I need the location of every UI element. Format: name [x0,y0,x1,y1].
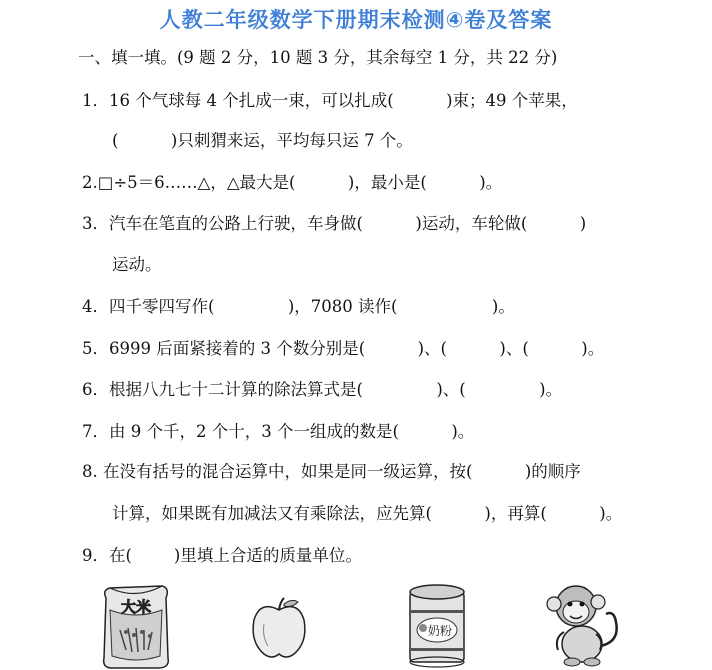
monkey-icon [540,576,622,668]
rice-bag-icon [96,580,176,670]
question-9-images [0,574,712,669]
milk-powder-can-icon [404,582,470,668]
question-7: 7．由 9 个千，2 个十，3 个一组成的数是( )。 [82,422,475,441]
rice-bag-label: 大米 [120,598,152,616]
question-3-line-2: 运动。 [112,255,162,274]
question-4: 4．四千零四写作( )，7080 读作( )。 [82,297,515,316]
section-heading: 一、填一填。(9 题 2 分，10 题 3 分，其余每空 1 分，共 22 分) [78,48,558,67]
question-8-line-1: 8. 在没有括号的混合运算中，如果是同一级运算，按( )的顺序 [82,462,581,481]
question-6: 6．根据八九七十二计算的除法算式是( )、( )。 [82,380,563,399]
question-5: 5．6999 后面紧接着的 3 个数分别是( )、( )、( )。 [82,339,605,358]
milk-can-label: 奶粉 [427,624,453,638]
question-3-line-1: 3．汽车在笔直的公路上行驶，车身做( )运动，车轮做( ) [82,214,587,233]
question-8-line-2: 计算，如果既有加减法又有乘除法，应先算( )，再算( )。 [112,504,623,523]
question-2: 2.□÷5＝6……△，△最大是( )，最小是( )。 [82,173,503,192]
apple-icon [250,596,308,660]
page-title: 人教二年级数学下册期末检测④卷及答案 [159,8,553,32]
question-1-line-1: 1．16 个气球每 4 个扎成一束，可以扎成( )束；49 个苹果， [82,91,578,110]
question-1-line-2: ( )只刺猬来运，平均每只运 7 个。 [112,131,413,150]
question-9: 9．在( )里填上合适的质量单位。 [82,546,362,565]
